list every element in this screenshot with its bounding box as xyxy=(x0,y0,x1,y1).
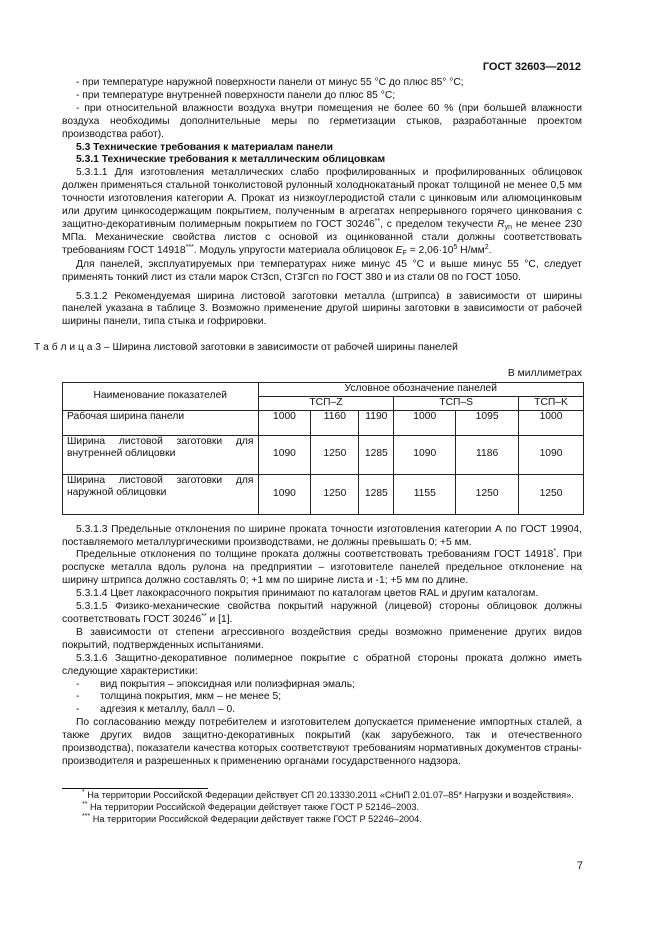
table-units: В миллиметрах xyxy=(507,368,582,380)
paragraph-panels: Для панелей, эксплуатируемых при температурах ниже минус 45 °С и выше минус 55 °С, следует применять тонкий лист из стали марок Ст3сп, Ст3Гсп по ГОСТ 380 и из стали 08 по ГОСТ 1050. xyxy=(62,258,582,283)
column-header-type: ТСП–S xyxy=(394,396,519,410)
paragraph-5-3-1-4: 5.3.1.4 Цвет лакокрасочного покрытия принимают по каталогам цветов RAL и другим каталогам. xyxy=(76,588,539,600)
table-cell: 1250 xyxy=(519,474,584,514)
list-item: - толщина покрытия, мкм – не менее 5; xyxy=(76,691,282,703)
paragraph-5-3-1-3: 5.3.1.3 Предельные отклонения по ширине проката точности изготовления категории А по ГОСТ 19904, поставляемого металлургическими производствами, не должны превышать 0; +5 мм. xyxy=(62,523,582,548)
table-cell: 1285 xyxy=(359,435,394,474)
subsection-heading: 5.3.1 Технические требования к металлическим облицовкам xyxy=(76,154,386,166)
footnote: ** На территории Российской Федерации действует также ГОСТ Р 52146–2003. xyxy=(82,801,420,813)
table-cell: 1250 xyxy=(456,474,519,514)
section-heading: 5.3 Технические требования к материалам панели xyxy=(76,141,333,153)
paragraph-5-3-1-6: 5.3.1.6 Защитно-декоративное полимерное покрытие с обратной стороны проката должно иметь следующие характеристики: xyxy=(62,652,582,677)
footnote: *** На территории Российской Федерации действует также ГОСТ Р 52246–2004. xyxy=(82,813,422,825)
list-item: - вид покрытия – эпоксидная или полиэфирная эмаль; xyxy=(76,678,356,690)
table-cell: 1000 xyxy=(519,410,584,435)
table-cell: 1090 xyxy=(519,435,584,474)
paragraph-5-3-1-1: 5.3.1.1 Для изготовления металлических слабо профилированных и профилированных облицовок должен применяться стальной тонколистовой рулонный холоднокатаный прокат толщиной не менее 0,5 мм точности изготовления категории А. Прокат из низкоуглеродистой стали с цинковым или алюмоцинковым или другим цинкосодержащим покрытием, полученным в агрегатах непрерывного горячего цинкования с защитно-декоративным полимерным покрытием по ГОСТ 30246**, с пределом текучести $R_{yn}$ не менее 230 МПа. Механические свойства листов с основой из оцинкованной стали должны соответствовать требованиям ГОСТ 14918***. Модуль упругости материала облицовок $E_F = 2,06\cdot 10^5$ $Н/мм^2$. xyxy=(62,167,582,257)
table-cell: 1160 xyxy=(311,410,359,435)
table-header-row xyxy=(63,383,584,397)
paragraph-aggressive: В зависимости от степени агрессивного воздействия среды возможно применение других видов покрытий, подтвержденных испытаниями. xyxy=(62,626,582,651)
table-cell: 1250 xyxy=(311,435,359,474)
intro-item: - при температуре внутренней поверхности панели до плюс 85 °С; xyxy=(76,89,396,101)
standard-header: ГОСТ 32603—2012 xyxy=(482,61,581,73)
table-cell: 1000 xyxy=(258,410,311,435)
paragraph-5-3-1-2: 5.3.1.2 Рекомендуемая ширина листовой заготовки металла (штрипса) в зависимости от ширины панелей указана в таблице 3. Возможно применение другой ширины заготовки в зависимости от рабочей ширины панели, типа стыка и гофрировки. xyxy=(62,290,582,328)
page-body xyxy=(34,77,582,825)
table-cell: 1250 xyxy=(311,474,359,514)
intro-item: - при температуре наружной поверхности панели от минус 55 °С до плюс 85° °С; xyxy=(76,77,464,88)
row-name: Рабочая ширина панели xyxy=(63,410,259,435)
footnote: * На территории Российской Федерации действует СП 20.13330.2011 «СНиП 2.01.07–85* Нагрузки и воздействия». xyxy=(82,788,574,800)
paragraph-thickness: Предельные отклонения по толщине проката должны соответствовать требованиям ГОСТ 14918*. При роспуске металла вдоль рулона на предприятии – изготовителе панелей предельное отклонение на ширину штрипса должно составлять 0; +1 мм по ширине листа и -1; +5 мм по длине. xyxy=(62,548,582,587)
paragraph-agreement: По согласованию между потребителем и изготовителем допускается применение импортных сталей, а также других видов защитно-декоративных покрытий (как зарубежного, так и отечественного производства), показатели качества которых соответствуют требованиям нормативных документов страны-производителя и разрешенных к применению органами государственного надзора. xyxy=(62,717,582,767)
table-cell: 1000 xyxy=(394,410,456,435)
column-header-type: ТСП–Z xyxy=(258,396,394,410)
column-header-group: Условное обозначение панелей xyxy=(258,383,583,397)
row-name: Ширина листовой заготовки для внутренней облицовки xyxy=(63,435,259,474)
table-cell: 1090 xyxy=(258,435,311,474)
table-cell: 1090 xyxy=(258,474,311,514)
table-cell: 1090 xyxy=(394,435,456,474)
table-row xyxy=(63,435,584,474)
table-cell: 1155 xyxy=(394,474,456,514)
paragraph-5-3-1-5: 5.3.1.5 Физико-механические свойства покрытий наружной (лицевой) стороны облицовок должны соответствовать ГОСТ 30246** и [1]. xyxy=(62,601,582,625)
table-caption: Т а б л и ц а 3 – Ширина листовой заготовки в зависимости от рабочей ширины панелей xyxy=(34,342,458,354)
list-item: - адгезия к металлу, балл – 0. xyxy=(76,704,236,716)
table-row xyxy=(63,410,584,435)
data-table xyxy=(62,382,584,515)
table-cell: 1285 xyxy=(359,474,394,514)
column-header-name: Наименование показателей xyxy=(63,383,259,411)
intro-item: - при относительной влажности воздуха внутри помещения не более 60 % (при большей влажности воздуха необходимы дополнительные меры по герметизации стыков, разработанные проектом производства работ). xyxy=(62,102,582,140)
row-name: Ширина листовой заготовки для наружной облицовки xyxy=(63,474,259,514)
page-number: 7 xyxy=(576,860,583,872)
table-cell: 1186 xyxy=(456,435,519,474)
table-row xyxy=(63,474,584,514)
table-cell: 1095 xyxy=(456,410,519,435)
table-cell: 1190 xyxy=(359,410,394,435)
column-header-type: ТСП–K xyxy=(519,396,584,410)
